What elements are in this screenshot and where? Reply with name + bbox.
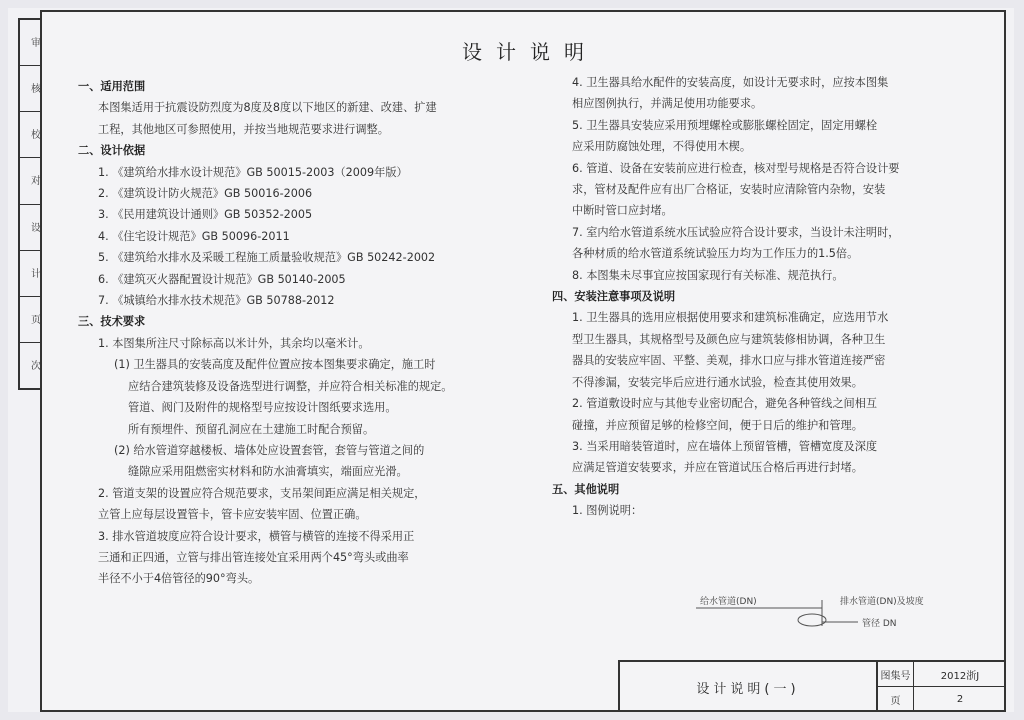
text-line: 2. 管道敷设时应与其他专业密切配合，避免各种管线之间相互	[572, 397, 878, 411]
title-block	[618, 660, 1006, 712]
text-line: 4. 《住宅设计规范》GB 50096-2011	[98, 229, 290, 243]
text-line: 5. 卫生器具安装应采用预埋螺栓或膨胀螺栓固定，固定用螺栓	[572, 118, 878, 132]
text-line: (2) 给水管道穿越楼板、墙体处应设置套管，套管与管道之间的	[114, 443, 425, 457]
section-heading: 四、安装注意事项及说明	[552, 290, 676, 304]
text-line: 半径不小于4倍管径的90°弯头。	[98, 572, 260, 586]
text-line: 1. 《建筑给水排水设计规范》GB 50015-2003（2009年版）	[98, 165, 408, 179]
text-line: 本图集适用于抗震设防烈度为8度及8度以下地区的新建、改建、扩建	[98, 101, 437, 115]
section-heading: 五、其他说明	[552, 482, 620, 496]
text-line: 应采用防腐蚀处理，不得使用木楔。	[572, 140, 752, 154]
page-number-value: 2	[956, 694, 964, 705]
text-line: 1. 本图集所注尺寸除标高以米计外，其余均以毫米计。	[98, 336, 370, 350]
strip-label: 页	[28, 313, 40, 325]
text-line: 4. 卫生器具给水配件的安装高度，如设计无要求时，应按本图集	[572, 76, 889, 89]
atlas-number-value: 2012浙J	[940, 670, 980, 682]
text-line: 应满足管道安装要求，并应在管道试压合格后再进行封堵。	[572, 461, 863, 475]
text-line: 3. 当采用暗装管道时，应在墙体上预留管槽，管槽宽度及深度	[572, 439, 878, 453]
title-block-name: 设计说明(一)	[620, 662, 878, 712]
text-line: 7. 室内给水管道系统水压试验应符合设计要求，当设计未注明时，	[572, 225, 900, 239]
text-line: (1) 卫生器具的安装高度及配件位置应按本图集要求确定，施工时	[114, 358, 436, 372]
text-line: 2. 《建筑设计防火规范》GB 50016-2006	[98, 187, 313, 201]
page-title: 设计说明	[462, 40, 598, 64]
text-line: 8. 本图集未尽事宜应按国家现行有关标准、规范执行。	[572, 268, 844, 282]
text-line: 6. 《建筑灭火器配置设计规范》GB 50140-2005	[98, 272, 346, 286]
strip-label: 设	[28, 221, 40, 233]
page-label: 页	[878, 687, 914, 712]
text-line: 7. 《城镇给水排水技术规范》GB 50788-2012	[98, 294, 335, 308]
text-line: 求，管材及配件应有出厂合格证，安装时应清除管内杂物，安装	[572, 183, 886, 197]
text-line: 器具的安装应牢固、平整、美观，排水口应与排水管道连接严密	[572, 354, 886, 368]
right-text-column	[552, 72, 990, 522]
legend-diagram	[662, 596, 992, 636]
atlas-number-label: 图集号	[878, 662, 914, 686]
text-line: 工程，其他地区可参照使用，并按当地规范要求进行调整。	[98, 122, 389, 136]
text-line: 立管上应每层设置管卡，管卡应安装牢固、位置正确。	[98, 508, 367, 522]
text-line: 应结合建筑装修及设备选型进行调整，并应符合相关标准的规定。	[128, 379, 453, 393]
strip-label: 次	[28, 359, 40, 371]
text-line: 缝隙应采用阻燃密实材料和防水油膏填实，端面应光滑。	[128, 465, 408, 479]
text-line: 1. 卫生器具的选用应根据使用要求和建筑标准确定，应选用节水	[572, 311, 889, 325]
text-line: 相应图例执行，并满足使用功能要求。	[572, 97, 763, 111]
text-line: 三通和正四通，立管与排出管连接处宜采用两个45°弯头或曲率	[98, 550, 409, 564]
text-line: 1. 图例说明：	[572, 504, 643, 518]
text-line: 碰撞，并应预留足够的检修空间，便于日后的维护和管理。	[572, 418, 863, 432]
text-line: 各种材质的给水管道系统试验压力均为工作压力的1.5倍。	[572, 247, 859, 261]
section-heading: 三、技术要求	[78, 315, 146, 329]
title-block-grid	[878, 662, 1006, 712]
text-line: 管道、阀门及附件的规格型号应按设计图纸要求选用。	[128, 401, 397, 415]
text-line: 5. 《建筑给水排水及采暖工程施工质量验收规范》GB 50242-2002	[98, 251, 436, 265]
section-heading: 二、设计依据	[78, 144, 146, 158]
legend-label-c: 管径 DN	[862, 619, 897, 629]
text-line: 不得渗漏，安装完毕后应进行通水试验，检查其使用效果。	[572, 375, 863, 389]
strip-label: 对	[28, 175, 40, 187]
text-line: 型卫生器具，其规格型号及颜色应与建筑装修相协调，各种卫生	[572, 332, 886, 346]
legend-label-b: 排水管道(DN)及坡度	[840, 597, 924, 607]
text-line: 所有预埋件、预留孔洞应在土建施工时配合预留。	[128, 422, 375, 436]
text-line: 3. 《民用建筑设计通则》GB 50352-2005	[98, 208, 313, 222]
strip-label: 核	[28, 83, 40, 95]
text-line: 3. 排水管道坡度应符合设计要求，横管与横管的连接不得采用正	[98, 529, 415, 543]
section-heading: 一、适用范围	[78, 80, 146, 93]
strip-label: 审	[28, 37, 40, 49]
legend-label-a: 给水管道(DN)	[700, 597, 757, 607]
strip-label: 校	[28, 129, 40, 141]
text-line: 6. 管道、设备在安装前应进行检查，核对型号规格是否符合设计要	[572, 161, 900, 175]
text-line: 2. 管道支架的设置应符合规范要求，支吊架间距应满足相关规定，	[98, 486, 426, 500]
left-text-column	[78, 76, 508, 590]
text-line: 中断时管口应封堵。	[572, 204, 673, 218]
strip-label: 计	[28, 267, 40, 279]
